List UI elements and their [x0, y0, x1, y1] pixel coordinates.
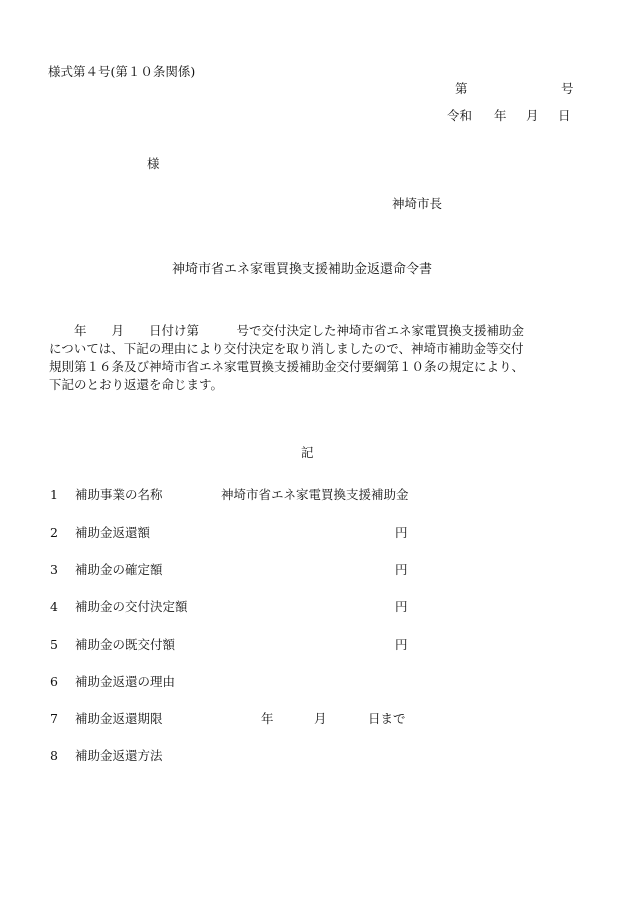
date-year: 年 [494, 108, 507, 123]
item-label: 補助金の交付決定額 [75, 599, 188, 614]
document-number-suffix: 号 [561, 81, 574, 96]
item-label: 補助金返還方法 [75, 748, 163, 763]
item-label: 補助金返還期限 [75, 711, 163, 726]
item-label: 補助事業の名称 [75, 487, 163, 502]
issuer-name: 神埼市長 [392, 196, 443, 211]
item-number: 1 [50, 487, 58, 502]
item-number: 4 [50, 599, 58, 614]
date-day: 日 [558, 108, 571, 123]
item-value: 円 [395, 599, 408, 614]
item-value: 円 [395, 637, 408, 652]
item-number: 7 [50, 711, 58, 726]
item-label: 補助金の既交付額 [75, 637, 176, 652]
body-line: 規則第１６条及び神埼市省エネ家電買換支援補助金交付要綱第１０条の規定により、 [49, 359, 525, 375]
form-number: 様式第４号(第１０条関係) [48, 64, 196, 79]
body-line: 年 月 日付け第 号で交付決定した神埼市省エネ家電買換支援補助金 [49, 323, 525, 338]
body-line: 下記のとおり返還を命じます。 [49, 377, 224, 393]
item-label: 補助金返還の理由 [75, 674, 176, 689]
deadline-day: 日まで [368, 711, 406, 726]
date-era: 令和 [447, 108, 473, 123]
item-number: 5 [50, 637, 58, 652]
ki-heading: 記 [301, 445, 314, 460]
item-number: 2 [50, 525, 58, 540]
item-value: 神埼市省エネ家電買換支援補助金 [221, 487, 409, 502]
deadline-month: 月 [314, 711, 327, 726]
body-paragraph [49, 322, 569, 395]
document-number-prefix: 第 [455, 81, 468, 96]
item-number: 8 [50, 748, 58, 763]
item-label: 補助金返還額 [75, 525, 151, 540]
item-number: 6 [50, 674, 58, 689]
item-label: 補助金の確定額 [75, 562, 163, 577]
body-line: については、下記の理由により交付決定を取り消しましたので、神埼市補助金等交付 [49, 341, 524, 357]
date-month: 月 [526, 108, 539, 123]
addressee-honorific: 様 [147, 156, 160, 171]
item-number: 3 [50, 562, 58, 577]
item-value: 円 [395, 525, 408, 540]
document-title: 神埼市省エネ家電買換支援補助金返還命令書 [172, 262, 433, 277]
deadline-year: 年 [261, 711, 274, 726]
item-value: 円 [395, 562, 408, 577]
